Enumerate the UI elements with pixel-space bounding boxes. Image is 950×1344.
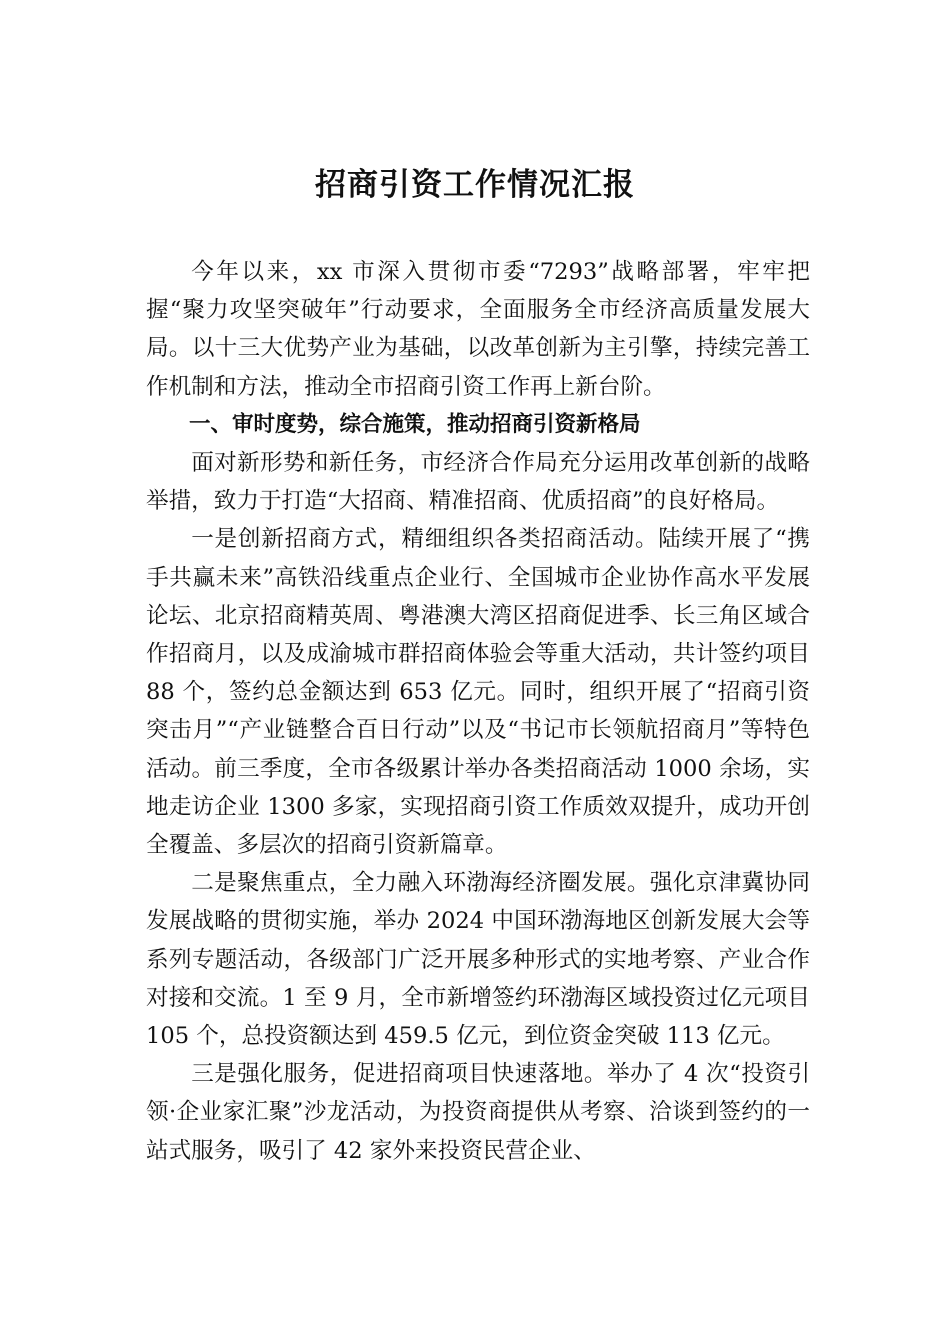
document-body — [146, 253, 810, 1170]
document-title: 招商引资工作情况汇报 — [315, 167, 635, 203]
section-heading-1: 一、审时度势，综合施策，推动招商引资新格局 — [189, 411, 641, 437]
paragraph-intro: 今年以来，xx 市深入贯彻市委“7293”战略部署，牢牢把握“聚力攻坚突破年”行动要求，全面服务全市经济高质量发展大局。以十三大优势产业为基础，以改革创新为主引擎，持续完善工作机制和方法，推动全市招商引资工作再上新台阶。 — [146, 259, 810, 400]
paragraph-point-3: 三是强化服务，促进招商项目快速落地。举办了 4 次“投资引领·企业家汇聚”沙龙活动，为投资商提供从考察、洽谈到签约的一站式服务，吸引了 42 家外来投资民营企业、 — [146, 1061, 810, 1164]
paragraph-point-1: 一是创新招商方式，精细组织各类招商活动。陆续开展了“携手共赢未来”高铁沿线重点企业行、全国城市企业协作高水平发展论坛、北京招商精英周、粤港澳大湾区招商促进季、长三角区域合作招商月，以及成渝城市群招商体验会等重大活动，共计签约项目 88 个，签约总金额达到 653 亿元。同时，组织开展了“招商引资突击月”“产业链整合百日行动”以及“书记市长领航招商月”等特色活动。前三季度，全市各级累计举办各类招商活动 1000 余场，实地走访企业 1300 多家，实现招商引资工作质效双提升，成功开创全覆盖、多层次的招商引资新篇章。 — [146, 526, 810, 859]
paragraph-section-intro: 面对新形势和新任务，市经济合作局充分运用改革创新的战略举措，致力于打造“大招商、精准招商、优质招商”的良好格局。 — [146, 450, 810, 515]
paragraph-point-2: 二是聚焦重点，全力融入环渤海经济圈发展。强化京津冀协同发展战略的贯彻实施，举办 2024 中国环渤海地区创新发展大会等系列专题活动，各级部门广泛开展多种形式的实地考察、产业合作对接和交流。1 至 9 月，全市新增签约环渤海区域投资过亿元项目 105 个，总投资额达到 459.5 亿元，到位资金突破 113 亿元。 — [146, 870, 810, 1050]
